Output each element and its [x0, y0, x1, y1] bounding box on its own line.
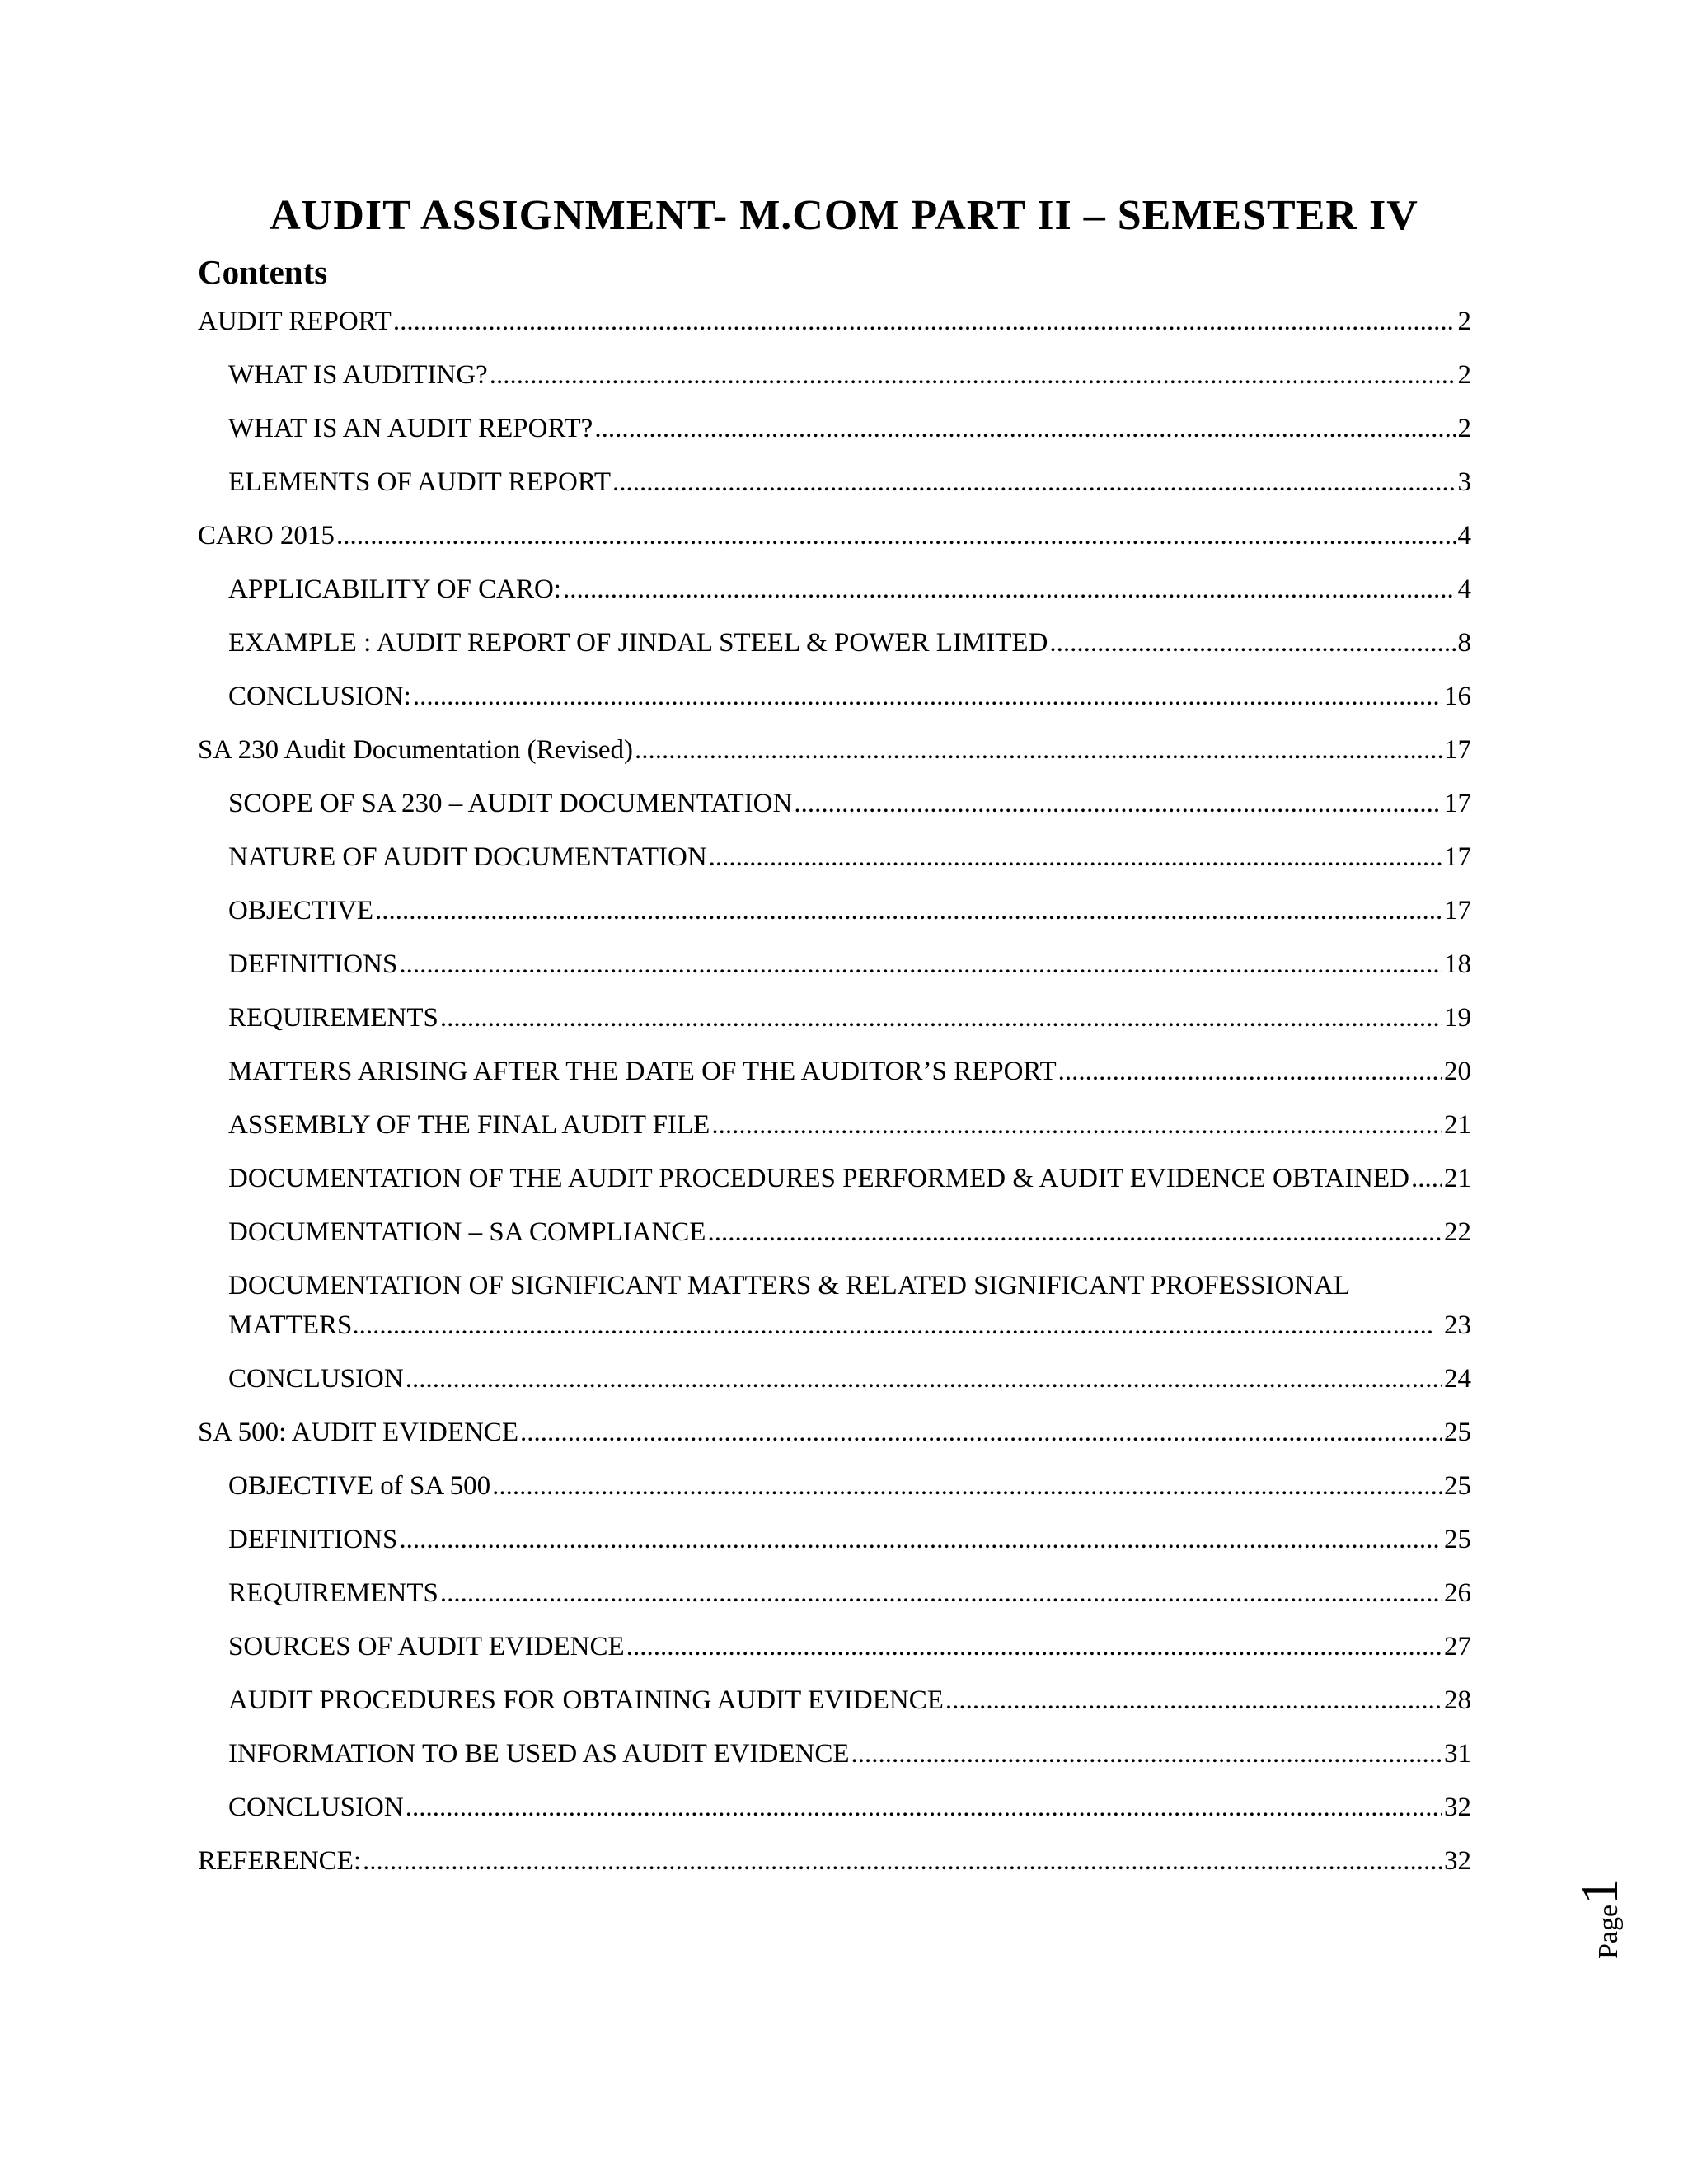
toc-entry-title — [228, 1266, 1442, 1345]
toc-entry[interactable] — [198, 302, 1471, 341]
toc-entry-label: REFERENCE: — [198, 1846, 362, 1876]
dot-leader — [440, 998, 1442, 1038]
toc-entry-label: SA 230 Audit Documentation (Revised) — [198, 735, 633, 765]
table-of-contents — [198, 302, 1471, 1895]
dot-leader — [490, 355, 1456, 395]
dot-leader — [635, 730, 1442, 770]
toc-entry[interactable] — [198, 891, 1471, 930]
toc-page-number: 25 — [1444, 1418, 1471, 1447]
dot-leader — [406, 1359, 1442, 1399]
dot-leader — [393, 302, 1456, 341]
toc-entry[interactable] — [198, 1466, 1471, 1506]
toc-entry-label: CONCLUSION — [228, 1364, 404, 1394]
dot-leader — [709, 837, 1442, 877]
toc-entry[interactable] — [198, 1627, 1471, 1666]
dot-leader — [375, 891, 1442, 930]
toc-page-number: 18 — [1444, 949, 1471, 979]
dot-leader — [707, 1212, 1442, 1252]
contents-heading: Contents — [198, 253, 328, 291]
toc-entry[interactable] — [198, 409, 1471, 448]
toc-entry-label: WHAT IS AN AUDIT REPORT? — [228, 414, 593, 443]
toc-entry[interactable] — [198, 516, 1471, 555]
toc-entry-title — [228, 1359, 1442, 1399]
toc-entry[interactable] — [198, 355, 1471, 395]
toc-entry-title — [228, 998, 1442, 1038]
toc-entry[interactable] — [198, 677, 1471, 716]
toc-entry-title — [228, 409, 1456, 448]
toc-entry-title — [228, 891, 1442, 930]
toc-entry-title — [228, 1052, 1442, 1091]
toc-entry-label: SCOPE OF SA 230 – AUDIT DOCUMENTATION — [228, 789, 793, 818]
toc-page-number: 28 — [1444, 1685, 1471, 1715]
toc-entry-title — [228, 677, 1442, 716]
toc-entry[interactable] — [198, 1520, 1471, 1559]
toc-entry[interactable] — [198, 462, 1471, 502]
toc-page-number: 3 — [1457, 467, 1471, 497]
toc-entry[interactable] — [198, 1052, 1471, 1091]
toc-entry-label: REQUIREMENTS — [228, 1578, 438, 1608]
toc-page-number: 8 — [1457, 628, 1471, 658]
toc-entry[interactable] — [198, 1841, 1471, 1881]
toc-entry-label: EXAMPLE : AUDIT REPORT OF JINDAL STEEL & POWER LIMITED — [228, 628, 1048, 658]
toc-entry[interactable] — [198, 1788, 1471, 1827]
toc-entry[interactable] — [198, 1734, 1471, 1774]
toc-entry[interactable] — [198, 1359, 1471, 1399]
dot-leader — [626, 1627, 1442, 1666]
toc-entry-title — [228, 837, 1442, 877]
dot-leader — [945, 1680, 1442, 1720]
toc-page-number: 17 — [1444, 842, 1471, 872]
toc-page-number: 19 — [1444, 1003, 1471, 1033]
toc-entry-title — [228, 462, 1456, 502]
dot-leader — [794, 784, 1442, 823]
toc-page-number: 31 — [1444, 1739, 1471, 1769]
toc-entry-title — [228, 1734, 1442, 1774]
dot-leader — [1411, 1159, 1442, 1198]
toc-entry-label: INFORMATION TO BE USED AS AUDIT EVIDENCE — [228, 1739, 850, 1769]
toc-entry-title — [228, 1159, 1442, 1198]
toc-entry-title — [228, 1520, 1442, 1559]
toc-entry[interactable] — [198, 784, 1471, 823]
toc-page-number: 4 — [1457, 521, 1471, 551]
toc-entry-title — [228, 1573, 1442, 1613]
toc-page-number: 26 — [1444, 1578, 1471, 1608]
toc-page-number: 17 — [1444, 735, 1471, 765]
toc-entry-title — [228, 1105, 1442, 1145]
toc-entry-label: DEFINITIONS — [228, 949, 398, 979]
toc-entry-title — [198, 1841, 1442, 1881]
toc-entry[interactable] — [198, 569, 1471, 609]
toc-entry-title — [198, 302, 1456, 341]
toc-entry-label: WHAT IS AUDITING? — [228, 360, 488, 390]
toc-page-number: 32 — [1444, 1793, 1471, 1822]
toc-page-number: 17 — [1444, 896, 1471, 926]
toc-page-number: 22 — [1444, 1217, 1471, 1247]
toc-entry-title — [198, 516, 1456, 555]
toc-entry[interactable] — [198, 1573, 1471, 1613]
page-number-marker — [1566, 1877, 1632, 1959]
dot-leader — [399, 944, 1442, 984]
toc-entry[interactable] — [198, 730, 1471, 770]
dot-leader — [440, 1573, 1442, 1613]
toc-entry-label: OBJECTIVE — [228, 896, 373, 926]
toc-page-number: 16 — [1444, 682, 1471, 711]
toc-entry-title — [228, 1680, 1442, 1720]
toc-entry[interactable] — [198, 1413, 1471, 1452]
toc-page-number: 2 — [1457, 414, 1471, 443]
toc-entry-label: CONCLUSION: — [228, 682, 411, 711]
dot-leader — [563, 569, 1456, 609]
toc-entry-title — [228, 355, 1456, 395]
toc-entry-label: DOCUMENTATION – SA COMPLIANCE — [228, 1217, 706, 1247]
toc-entry-label: NATURE OF AUDIT DOCUMENTATION — [228, 842, 707, 872]
toc-entry-label: OBJECTIVE of SA 500 — [228, 1471, 491, 1501]
dot-leader — [492, 1466, 1442, 1506]
toc-entry-title — [228, 1627, 1442, 1666]
dot-leader — [1058, 1052, 1442, 1091]
page-number: 1 — [1570, 1877, 1629, 1905]
toc-page-number: 27 — [1444, 1632, 1471, 1661]
toc-entry[interactable] — [198, 1105, 1471, 1145]
dot-leader — [851, 1734, 1442, 1774]
toc-entry[interactable] — [198, 1212, 1471, 1252]
toc-entry-title — [198, 730, 1442, 770]
toc-entry-title — [228, 1212, 1442, 1252]
dot-leader — [406, 1788, 1442, 1827]
toc-page-number: 25 — [1444, 1525, 1471, 1554]
toc-page-number: 32 — [1444, 1846, 1471, 1876]
toc-entry-label: ELEMENTS OF AUDIT REPORT — [228, 467, 612, 497]
toc-entry-label: DOCUMENTATION OF THE AUDIT PROCEDURES PERFORMED & AUDIT EVIDENCE OBTAINED — [228, 1164, 1410, 1193]
toc-entry-title — [228, 569, 1456, 609]
toc-page-number: 23 — [1444, 1310, 1471, 1340]
toc-page-number: 2 — [1457, 360, 1471, 390]
dot-leader — [711, 1105, 1442, 1145]
dot-leader — [520, 1413, 1442, 1452]
dot-leader: ............................................................................................................................................................... — [352, 1310, 1434, 1340]
toc-page-number: 4 — [1457, 574, 1471, 604]
toc-page-number: 25 — [1444, 1471, 1471, 1501]
toc-entry[interactable] — [198, 944, 1471, 984]
toc-entry[interactable] — [198, 998, 1471, 1038]
dot-leader — [363, 1841, 1442, 1881]
toc-entry-label: ASSEMBLY OF THE FINAL AUDIT FILE — [228, 1110, 710, 1140]
toc-entry-title — [228, 784, 1442, 823]
toc-entry-label: CONCLUSION — [228, 1793, 404, 1822]
toc-entry[interactable] — [198, 623, 1471, 663]
toc-entry-label: DEFINITIONS — [228, 1525, 398, 1554]
toc-page-number: 21 — [1444, 1164, 1471, 1193]
document-title: AUDIT ASSIGNMENT- M.COM PART II – SEMESTER IV — [270, 192, 1418, 239]
page-label: Page — [1593, 1904, 1624, 1959]
toc-entry-title — [228, 944, 1442, 984]
dot-leader — [594, 409, 1456, 448]
toc-entry-label: AUDIT PROCEDURES FOR OBTAINING AUDIT EVIDENCE — [228, 1685, 944, 1715]
toc-entry-label: SOURCES OF AUDIT EVIDENCE — [228, 1632, 625, 1661]
toc-entry-label: AUDIT REPORT — [198, 307, 392, 336]
toc-page-number: 17 — [1444, 789, 1471, 818]
toc-page-number: 2 — [1457, 307, 1471, 336]
toc-page-number: 21 — [1444, 1110, 1471, 1140]
toc-entry[interactable] — [198, 1680, 1471, 1720]
toc-entry-title — [198, 1413, 1442, 1452]
dot-leader — [413, 677, 1442, 716]
toc-entry-title — [228, 1788, 1442, 1827]
dot-leader — [336, 516, 1456, 555]
dot-leader — [612, 462, 1456, 502]
toc-entry-label: CARO 2015 — [198, 521, 335, 551]
toc-entry-label: SA 500: AUDIT EVIDENCE — [198, 1418, 518, 1447]
toc-entry-label: REQUIREMENTS — [228, 1003, 438, 1033]
toc-entry[interactable] — [198, 1159, 1471, 1198]
dot-leader — [1049, 623, 1456, 663]
toc-entry-title — [228, 1466, 1442, 1506]
toc-page-number: 20 — [1444, 1057, 1471, 1086]
dot-leader — [399, 1520, 1442, 1559]
toc-entry-label: APPLICABILITY OF CARO: — [228, 574, 561, 604]
toc-entry[interactable] — [198, 1266, 1471, 1345]
toc-entry-title — [228, 623, 1456, 663]
toc-entry-label: DOCUMENTATION OF SIGNIFICANT MATTERS & RELATED SIGNIFICANT PROFESSIONAL MATTERS — [228, 1271, 1349, 1340]
toc-entry-label: MATTERS ARISING AFTER THE DATE OF THE AUDITOR’S REPORT — [228, 1057, 1057, 1086]
toc-entry[interactable] — [198, 837, 1471, 877]
toc-page-number: 24 — [1444, 1364, 1471, 1394]
